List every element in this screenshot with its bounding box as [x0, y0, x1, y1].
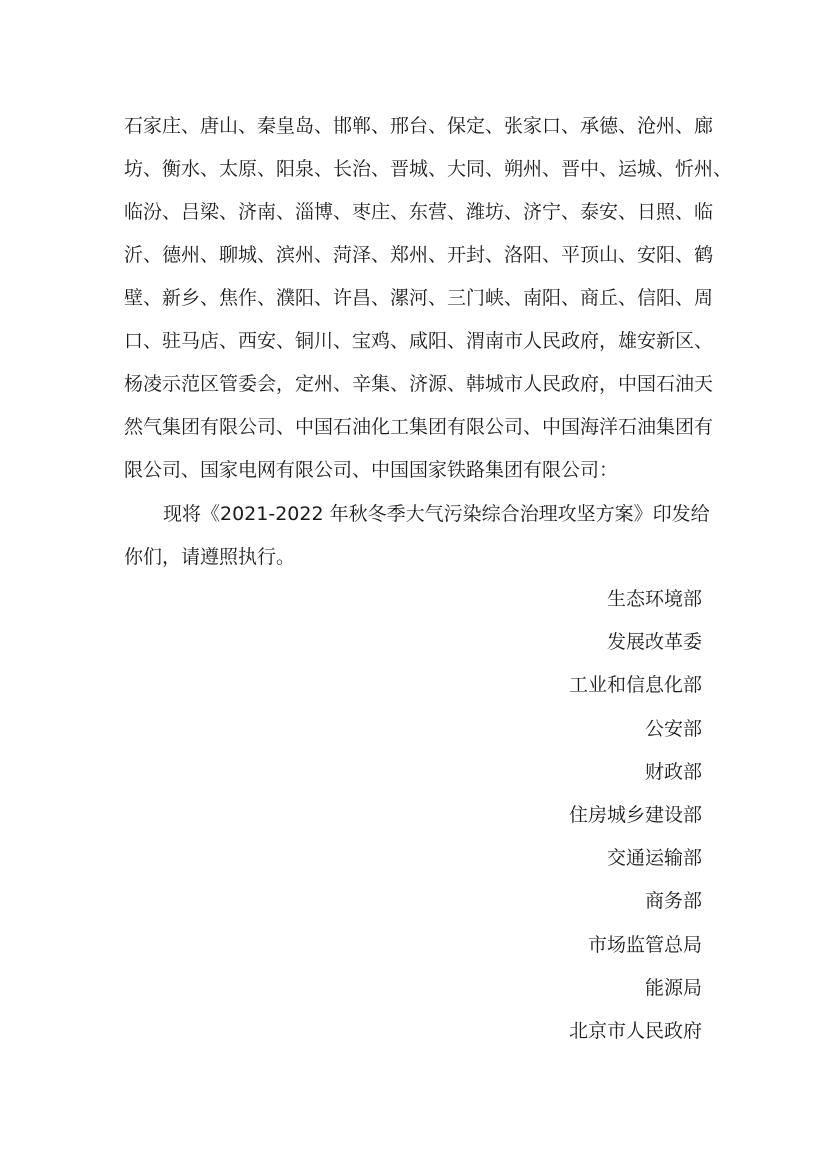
body-line: 你们，请遵照执行。 — [124, 546, 296, 568]
addressee-line: 临汾、吕梁、济南、淄博、枣庄、东营、潍坊、济宁、泰安、日照、临 — [124, 201, 714, 223]
signatory: 北京市人民政府 — [568, 1019, 702, 1042]
signatory-list — [569, 578, 702, 1053]
addressee-line: 石家庄、唐山、秦皇岛、邯郸、邢台、保定、张家口、承德、沧州、廊 — [124, 115, 714, 137]
signatory: 交通运输部 — [606, 847, 702, 870]
signatory: 商务部 — [644, 890, 702, 913]
signatory: 财政部 — [644, 760, 702, 783]
addressee-line: 坊、衡水、太原、阳泉、长治、晋城、大同、朔州、晋中、运城、忻州、 — [124, 158, 733, 180]
signatory: 公安部 — [644, 717, 702, 740]
signatory: 市场监管总局 — [587, 933, 702, 956]
addressee-line: 壁、新乡、焦作、濮阳、许昌、漯河、三门峡、南阳、商丘、信阳、周 — [124, 287, 714, 309]
addressee-line: 限公司、国家电网有限公司、中国国家铁路集团有限公司： — [124, 459, 619, 481]
signatory: 住房城乡建设部 — [568, 803, 702, 826]
addressee-block — [124, 105, 733, 492]
signatory: 能源局 — [644, 976, 702, 999]
signatory: 工业和信息化部 — [568, 674, 702, 697]
addressee-line: 沂、德州、聊城、滨州、菏泽、郑州、开封、洛阳、平顶山、安阳、鹤 — [124, 244, 714, 266]
addressee-line: 然气集团有限公司、中国石油化工集团有限公司、中国海洋石油集团有 — [124, 416, 714, 438]
body-paragraph — [124, 493, 710, 579]
signatory: 生态环境部 — [606, 588, 702, 610]
addressee-line: 杨凌示范区管委会，定州、辛集、济源、韩城市人民政府，中国石油天 — [124, 373, 714, 395]
body-line: 现将《2021-2022 年秋冬季大气污染综合治理攻坚方案》印发给 — [163, 503, 710, 525]
signatory: 发展改革委 — [606, 631, 702, 654]
addressee-line: 口、驻马店、西安、铜川、宝鸡、咸阳、渭南市人民政府，雄安新区、 — [124, 330, 714, 352]
